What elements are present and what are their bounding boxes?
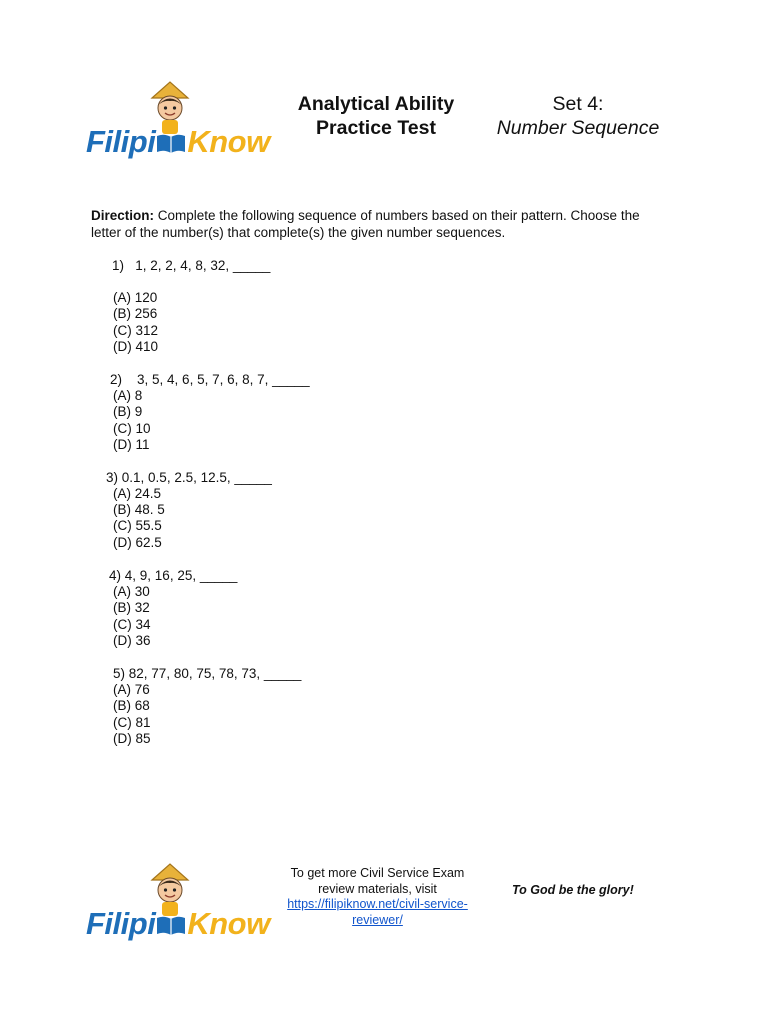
link-line1: https://filipiknow.net/civil-service- bbox=[287, 897, 468, 911]
question-number: 5) bbox=[113, 666, 126, 681]
footer-line1: To get more Civil Service Exam bbox=[290, 866, 465, 880]
set-topic: Number Sequence bbox=[496, 117, 660, 139]
question-3 bbox=[106, 470, 272, 487]
brand-part1: Filipi bbox=[86, 906, 156, 941]
title-line2: Practice Test bbox=[316, 117, 436, 139]
option-1a: (A) 120 bbox=[113, 290, 158, 305]
option-3b: (B) 48. 5 bbox=[113, 502, 165, 517]
question-5 bbox=[113, 666, 301, 683]
brand-part2: Know bbox=[187, 906, 270, 941]
option-2a: (A) 8 bbox=[113, 388, 143, 403]
question-text: 3, 5, 4, 6, 5, 7, 6, 8, 7, _____ bbox=[137, 372, 310, 387]
question-number: 2) bbox=[110, 372, 123, 387]
filipiknow-logo-header bbox=[86, 78, 270, 168]
question-2 bbox=[110, 372, 310, 389]
question-1 bbox=[112, 258, 270, 275]
question-number: 1) bbox=[112, 258, 125, 273]
question-text: 4, 9, 16, 25, _____ bbox=[124, 568, 238, 583]
brand-part2: Know bbox=[187, 124, 270, 159]
option-2d: (D) 11 bbox=[113, 437, 150, 452]
page-title bbox=[276, 92, 476, 140]
option-5b: (B) 68 bbox=[113, 698, 150, 713]
option-1d: (D) 410 bbox=[113, 339, 159, 354]
direction-paragraph bbox=[91, 207, 671, 241]
option-2c: (C) 10 bbox=[113, 421, 151, 436]
footer-tagline: To God be the glory! bbox=[512, 883, 634, 897]
option-4d: (D) 36 bbox=[113, 633, 151, 648]
option-2b: (B) 9 bbox=[113, 404, 143, 419]
filipiknow-logo-footer bbox=[86, 860, 270, 950]
book-icon bbox=[156, 914, 186, 936]
option-5d: (D) 85 bbox=[113, 731, 151, 746]
question-4 bbox=[109, 568, 237, 585]
option-3c: (C) 55.5 bbox=[113, 518, 162, 533]
footer-line2: review materials, visit bbox=[318, 881, 437, 896]
question-text: 0.1, 0.5, 2.5, 12.5, _____ bbox=[121, 470, 272, 485]
option-1b: (B) 256 bbox=[113, 306, 158, 321]
title-line1: Analytical Ability bbox=[297, 93, 455, 115]
option-3a: (A) 24.5 bbox=[113, 486, 162, 501]
set-heading bbox=[478, 92, 678, 140]
book-icon bbox=[156, 132, 186, 154]
option-1c: (C) 312 bbox=[113, 323, 159, 338]
reviewer-link[interactable] bbox=[287, 897, 468, 927]
direction-label: Direction: bbox=[91, 208, 155, 223]
link-line2: reviewer/ bbox=[352, 912, 403, 927]
brand-part1: Filipi bbox=[86, 124, 156, 159]
question-number: 3) bbox=[106, 470, 119, 485]
question-text: 82, 77, 80, 75, 78, 73, _____ bbox=[128, 666, 302, 681]
option-4b: (B) 32 bbox=[113, 600, 150, 615]
option-4c: (C) 34 bbox=[113, 617, 151, 632]
question-number: 4) bbox=[109, 568, 122, 583]
set-label: Set 4: bbox=[552, 93, 604, 115]
option-4a: (A) 30 bbox=[113, 584, 150, 599]
option-5c: (C) 81 bbox=[113, 715, 151, 730]
question-text: 1, 2, 2, 4, 8, 32, _____ bbox=[135, 258, 271, 273]
option-3d: (D) 62.5 bbox=[113, 535, 162, 550]
option-5a: (A) 76 bbox=[113, 682, 150, 697]
direction-text: Complete the following sequence of numbers based on their pattern. Choose the letter of the number(s) that complete(s) the given number sequences. bbox=[91, 208, 640, 240]
footer-note bbox=[270, 866, 485, 928]
